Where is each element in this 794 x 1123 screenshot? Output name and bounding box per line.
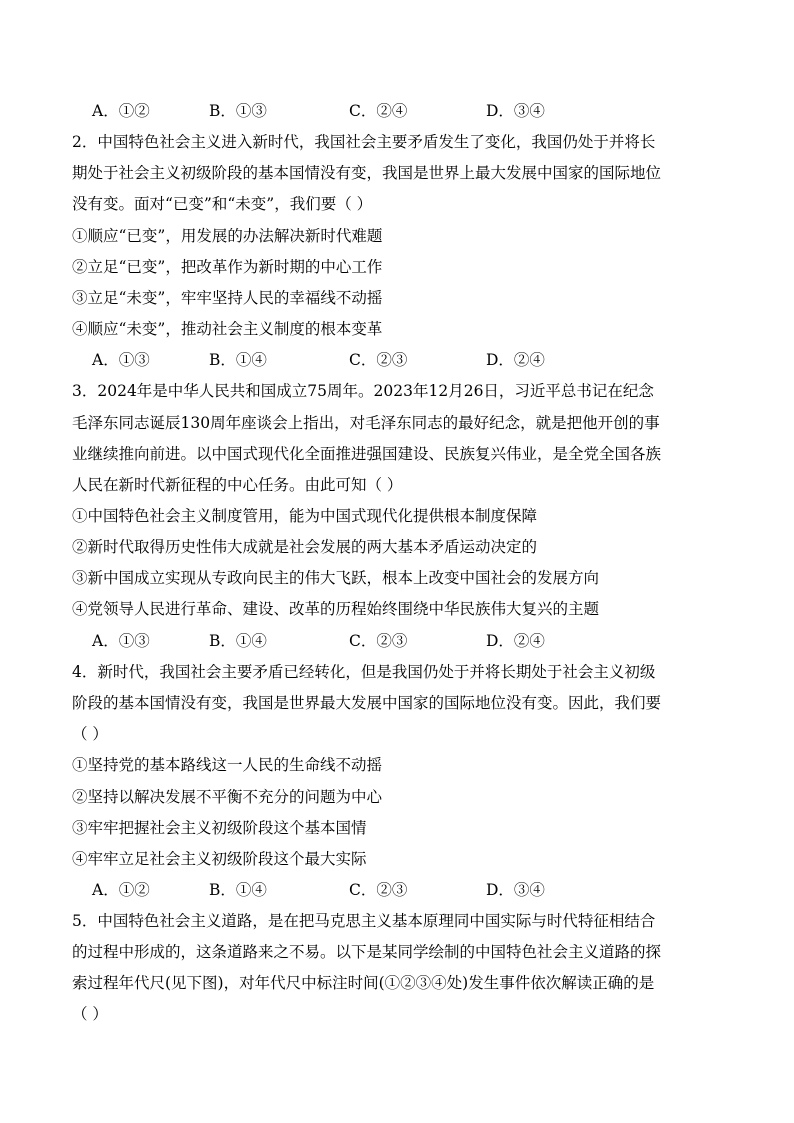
q5-stem-line-3: 索过程年代尺(见下图)，对年代尺中标注时间(①②③④处)发生事件依次解读正确的是 xyxy=(72,974,655,992)
q3-options xyxy=(92,631,612,651)
q2-option-c[interactable]: C．②③ xyxy=(349,351,408,369)
q3-stem-line-3: 业继续推向前进。以中国式现代化全面推进强国建设、民族复兴伟业，是全党全国各族 xyxy=(72,445,662,463)
q3-stem-line-2: 毛泽东同志诞辰130周年座谈会上指出，对毛泽东同志的最好纪念，就是把他开创的事 xyxy=(72,414,660,432)
q2-stem-line-1: 2．中国特色社会主义进入新时代，我国社会主要矛盾发生了变化，我国仍处于并将长 xyxy=(72,133,656,151)
q2-option-a[interactable]: A．①③ xyxy=(92,351,150,369)
q3-option-b[interactable]: B．①④ xyxy=(209,632,267,650)
q3-item-3: ③新中国成立实现从专政向民主的伟大飞跃，根本上改变中国社会的发展方向 xyxy=(72,569,600,587)
q4-stem-line-2: 阶段的基本国情没有变，我国是世界最大发展中国家的国际地位没有变。因此，我们要 xyxy=(72,694,662,712)
q4-item-1: ①坚持党的基本路线这一人民的生命线不动摇 xyxy=(72,756,383,774)
q3-option-a[interactable]: A．①③ xyxy=(92,632,150,650)
q3-item-2: ②新时代取得历史性伟大成就是社会发展的两大基本矛盾运动决定的 xyxy=(72,538,538,556)
q4-options xyxy=(92,880,612,900)
q4-option-b[interactable]: B．①④ xyxy=(209,881,267,899)
q2-option-b[interactable]: B．①④ xyxy=(209,351,267,369)
q1-options xyxy=(92,101,612,121)
q2-item-2: ②立足“已变”，把改革作为新时期的中心工作 xyxy=(72,258,383,276)
q4-stem-line-1: 4．新时代，我国社会主要矛盾已经转化，但是我国仍处于并将长期处于社会主义初级 xyxy=(72,663,656,681)
q4-item-3: ③牢牢把握社会主义初级阶段这个基本国情 xyxy=(72,819,367,837)
q4-option-c[interactable]: C．②③ xyxy=(349,881,408,899)
q2-option-d[interactable]: D．②④ xyxy=(486,351,545,369)
q2-stem-line-3: 没有变。面对“已变”和“未变”，我们要（ ） xyxy=(72,195,373,213)
q3-stem-line-4: 人民在新时代新征程的中心任务。由此可知（ ） xyxy=(72,476,403,494)
q1-option-a[interactable]: A．①② xyxy=(92,102,150,120)
q2-options xyxy=(92,350,612,370)
q5-stem-line-2: 的过程中形成的，这条道路来之不易。以下是某同学绘制的中国特色社会主义道路的探 xyxy=(72,943,662,961)
q3-option-c[interactable]: C．②③ xyxy=(349,632,408,650)
q3-stem-line-1: 3．2024年是中华人民共和国成立75周年。2023年12月26日，习近平总书记在纪念 xyxy=(72,382,654,400)
q4-option-a[interactable]: A．①② xyxy=(92,881,150,899)
q3-item-1: ①中国特色社会主义制度管用，能为中国式现代化提供根本制度保障 xyxy=(72,507,538,525)
q2-stem-line-2: 期处于社会主义初级阶段的基本国情没有变，我国是世界上最大发展中国家的国际地位 xyxy=(72,164,662,182)
q2-item-4: ④顺应“未变”，推动社会主义制度的根本变革 xyxy=(72,320,383,338)
q4-option-d[interactable]: D．③④ xyxy=(486,881,545,899)
q1-option-b[interactable]: B．①③ xyxy=(209,102,267,120)
q2-item-3: ③立足“未变”，牢牢坚持人民的幸福线不动摇 xyxy=(72,289,383,307)
q3-item-4: ④党领导人民进行革命、建设、改革的历程始终围绕中华民族伟大复兴的主题 xyxy=(72,600,600,618)
q3-option-d[interactable]: D．②④ xyxy=(486,632,545,650)
q1-option-d[interactable]: D．③④ xyxy=(486,102,545,120)
q4-item-2: ②坚持以解决发展不平衡不充分的问题为中心 xyxy=(72,788,383,806)
q4-stem-line-3: （ ） xyxy=(72,725,108,743)
q1-option-c[interactable]: C．②④ xyxy=(349,102,408,120)
q5-stem-line-1: 5．中国特色社会主义道路，是在把马克思主义基本原理同中国实际与时代特征相结合 xyxy=(72,912,656,930)
q2-item-1: ①顺应“已变”，用发展的办法解决新时代难题 xyxy=(72,227,383,245)
q4-item-4: ④牢牢立足社会主义初级阶段这个最大实际 xyxy=(72,850,367,868)
q5-stem-line-4: （ ） xyxy=(72,1005,108,1023)
